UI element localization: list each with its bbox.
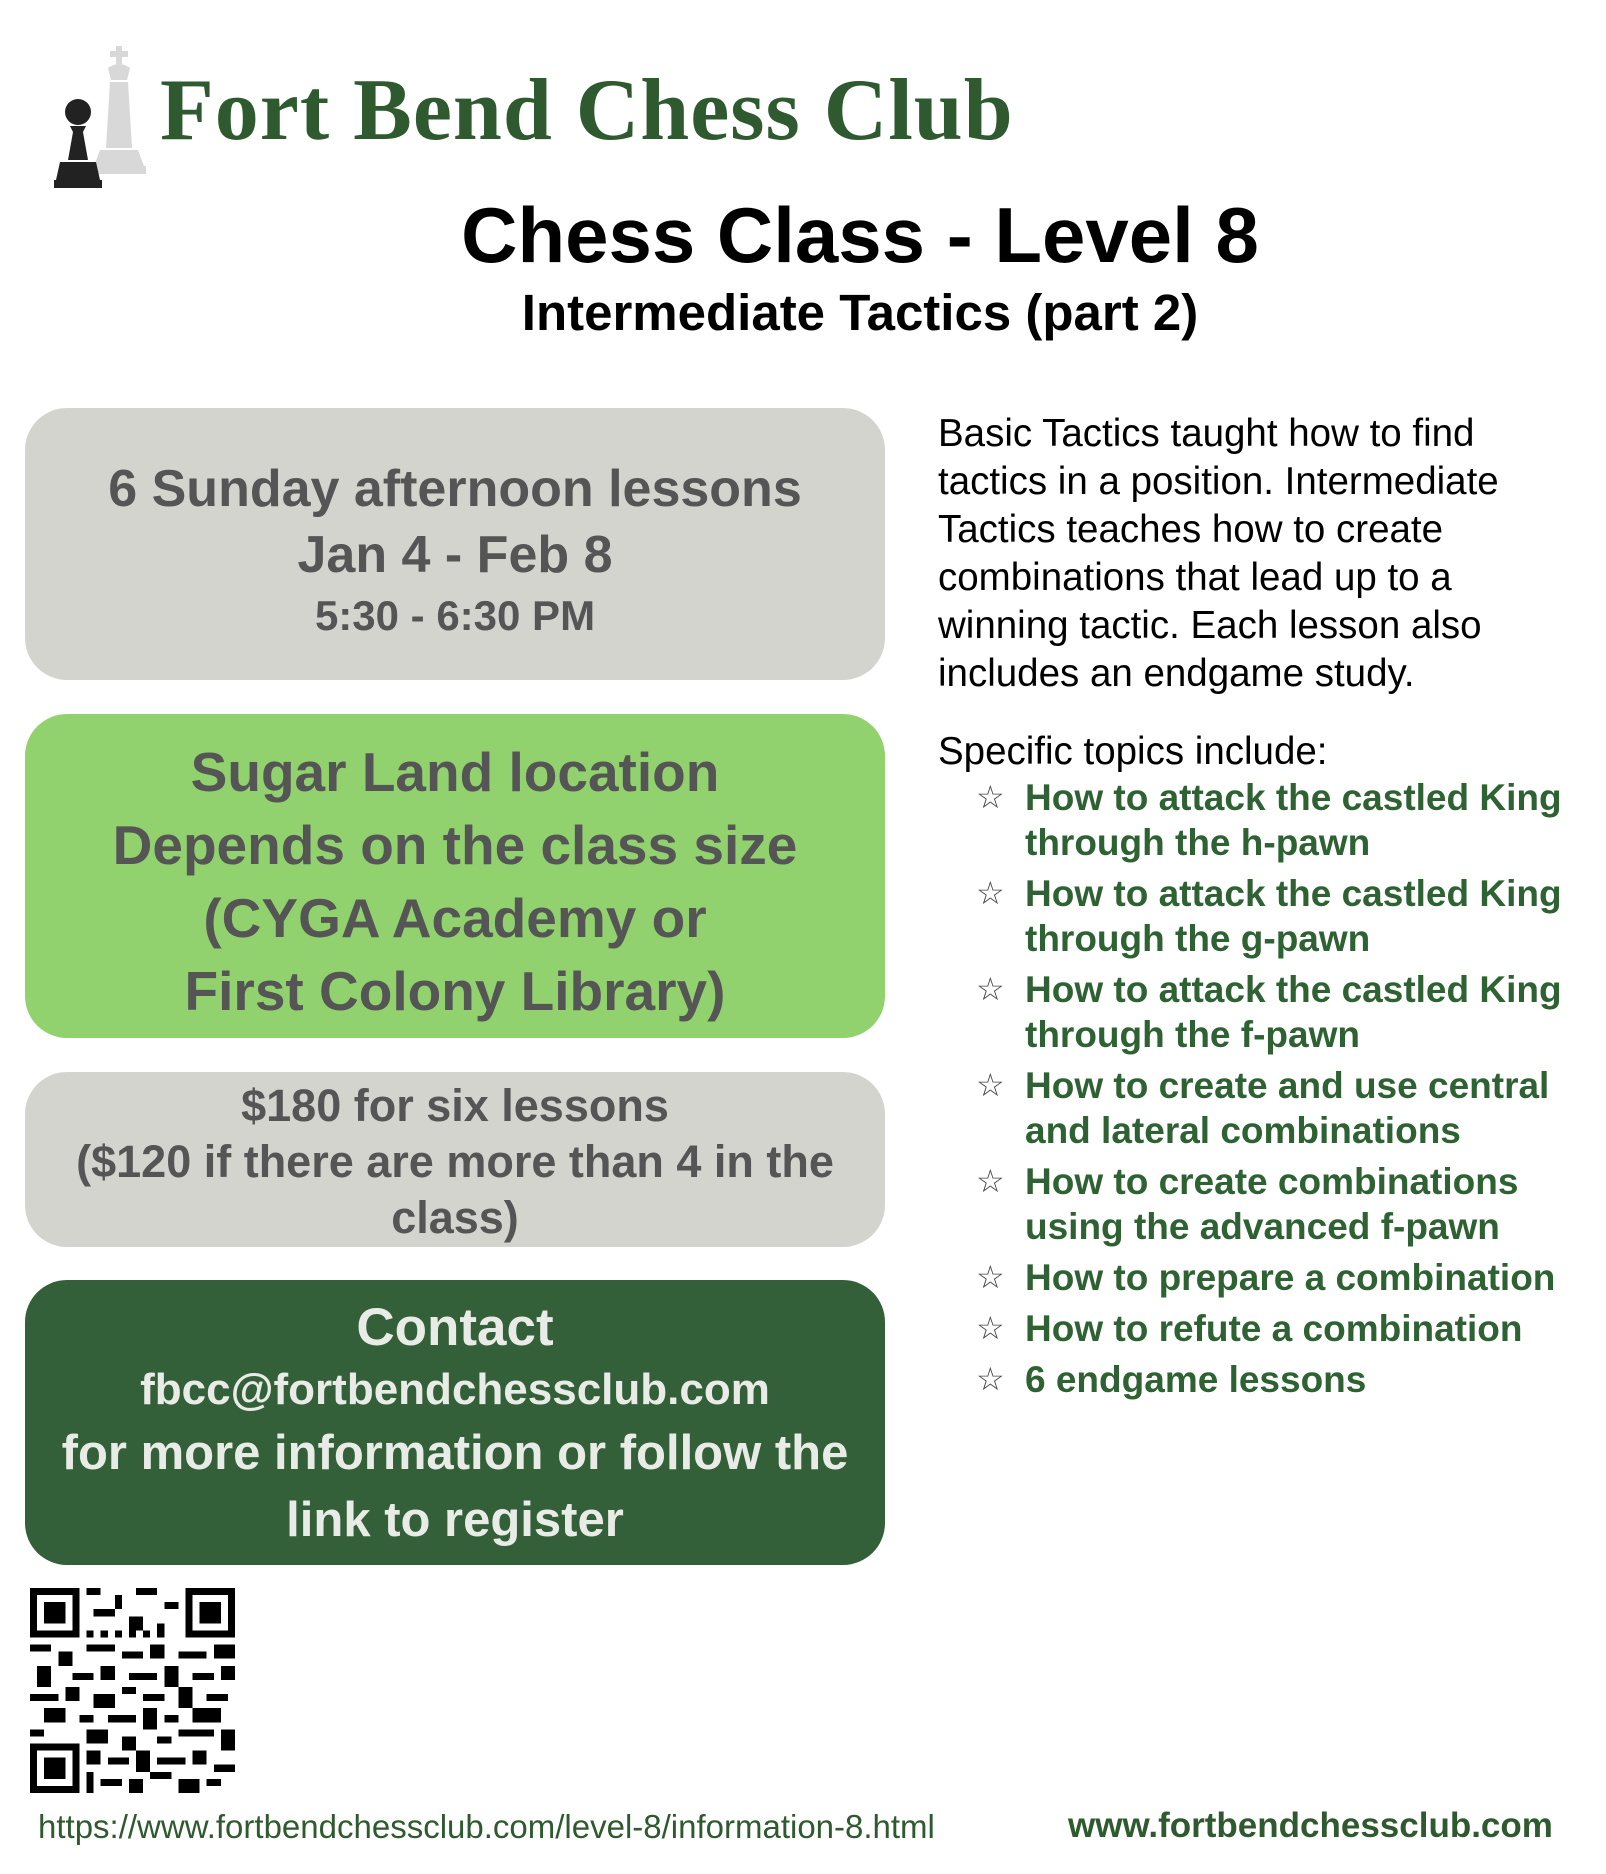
location-line: Sugar Land location	[190, 741, 720, 803]
description-line: combinations that lead up to a	[938, 556, 1452, 599]
website-link[interactable]: www.fortbendchessclub.com	[1068, 1806, 1553, 1845]
qr-code[interactable]	[30, 1588, 235, 1793]
list-item: ☆ How to refute a combination	[976, 1308, 1523, 1349]
list-item: ☆ How to attack the castled King through the g-pawn	[976, 873, 1562, 959]
description-line: Tactics teaches how to create	[938, 508, 1444, 551]
topics-list	[970, 775, 1600, 1408]
list-item: ☆ 6 endgame lessons	[976, 1359, 1367, 1400]
club-name: Fort Bend Chess Club	[160, 62, 1014, 159]
location-line: First Colony Library)	[184, 960, 726, 1022]
list-item: ☆ How to prepare a combination	[976, 1257, 1556, 1298]
star-outline-icon: ☆	[976, 1258, 1005, 1296]
star-outline-icon: ☆	[976, 970, 1005, 1008]
location-line: (CYGA Academy or	[203, 887, 707, 949]
description-line: winning tactic. Each lesson also	[938, 604, 1482, 647]
description-line: Basic Tactics taught how to find	[938, 412, 1475, 455]
location-line: Depends on the class size	[112, 814, 798, 876]
list-item: ☆ How to create and use central and lateral combinations	[976, 1065, 1550, 1151]
contact-heading: Contact	[356, 1298, 554, 1357]
schedule-time: 5:30 - 6:30 PM	[314, 592, 596, 639]
contact-text: for more information or follow the	[61, 1426, 849, 1480]
star-outline-icon: ☆	[976, 1066, 1005, 1104]
description-line: includes an endgame study.	[938, 652, 1415, 695]
list-item: ☆ How to create combinations using the advanced f-pawn	[976, 1161, 1519, 1247]
contact-box	[25, 1280, 885, 1565]
class-description	[938, 410, 1588, 698]
star-outline-icon: ☆	[976, 1162, 1005, 1200]
price-line: ($120 if there are more than 4 in the	[76, 1136, 834, 1187]
star-outline-icon: ☆	[976, 1360, 1005, 1398]
schedule-dates: Jan 4 - Feb 8	[297, 526, 613, 584]
star-outline-icon: ☆	[976, 1309, 1005, 1347]
header	[50, 40, 1050, 190]
contact-text: link to register	[286, 1493, 624, 1547]
price-line: class)	[391, 1192, 519, 1243]
location-box	[25, 714, 885, 1038]
price-box	[25, 1072, 885, 1247]
schedule-box	[25, 408, 885, 680]
schedule-lessons: 6 Sunday afternoon lessons	[108, 460, 802, 518]
registration-link[interactable]: https://www.fortbendchessclub.com/level-8/information-8.html	[38, 1808, 935, 1845]
contact-email[interactable]: fbcc@fortbendchessclub.com	[140, 1365, 770, 1414]
page-subtitle: Intermediate Tactics (part 2)	[521, 284, 1199, 341]
topics-heading: Specific topics include:	[938, 730, 1328, 773]
description-line: tactics in a position. Intermediate	[938, 460, 1499, 503]
price-line: $180 for six lessons	[241, 1080, 669, 1131]
star-outline-icon: ☆	[976, 874, 1005, 912]
chess-logo-icon	[50, 40, 160, 190]
list-item: ☆ How to attack the castled King through the h-pawn	[976, 777, 1562, 863]
list-item: ☆ How to attack the castled King through the f-pawn	[976, 969, 1562, 1055]
star-outline-icon: ☆	[976, 778, 1005, 816]
page-title: Chess Class - Level 8	[461, 191, 1259, 279]
